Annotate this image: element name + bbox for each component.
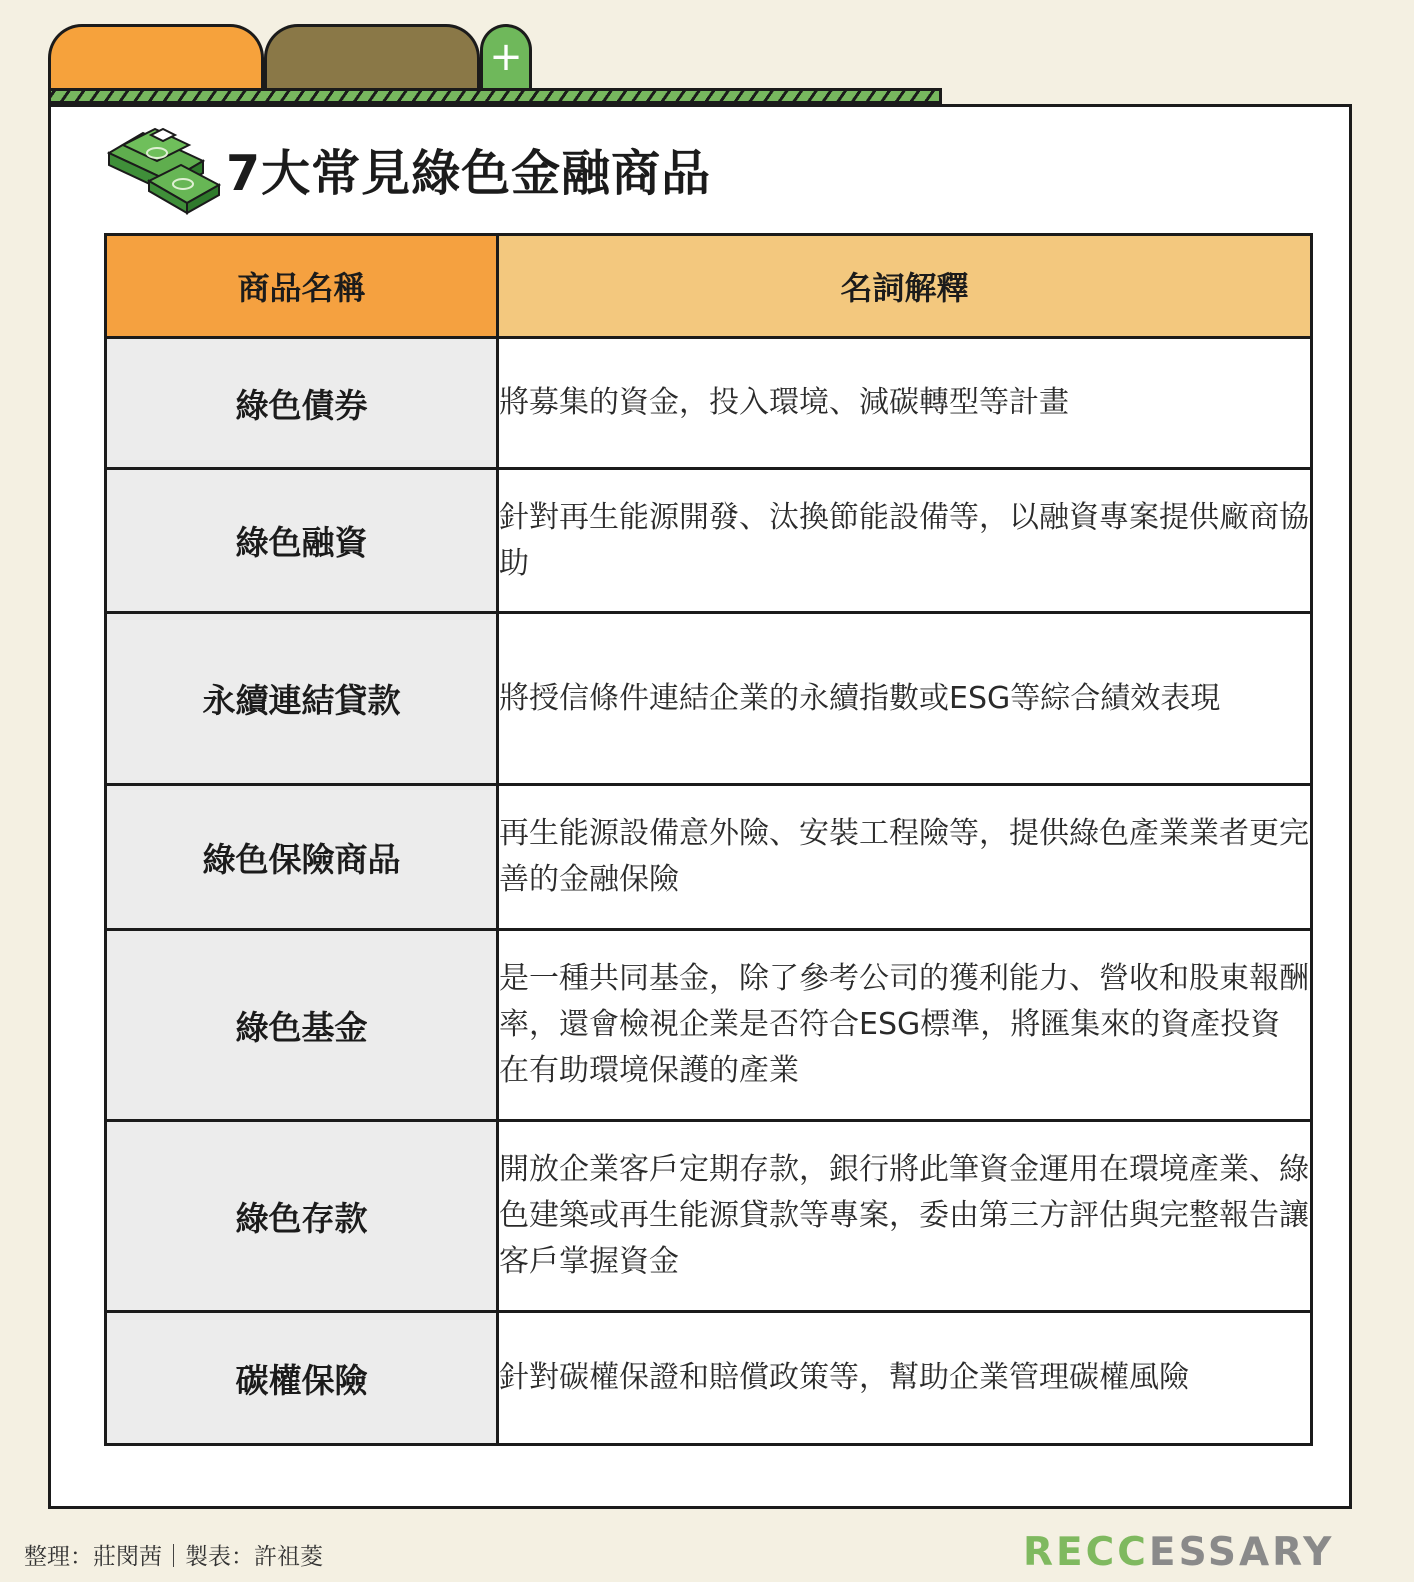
product-description: 針對碳權保證和賠償政策等，幫助企業管理碳權風險 <box>498 1312 1312 1445</box>
add-tab-button[interactable] <box>480 24 532 90</box>
product-name: 綠色基金 <box>106 930 498 1121</box>
table-row <box>106 613 1312 785</box>
product-description: 開放企業客戶定期存款，銀行將此筆資金運用在環境產業、綠色建築或再生能源貸款等專案，委由第三方評估與完整報告讓客戶掌握資金 <box>498 1121 1312 1312</box>
product-name: 碳權保險 <box>106 1312 498 1445</box>
column-header-description: 名詞解釋 <box>498 235 1312 338</box>
tab-orange[interactable] <box>48 24 264 90</box>
money-stack-icon <box>103 123 223 215</box>
tab-olive[interactable] <box>264 24 480 90</box>
logo-essary: ESSARY <box>1148 1530 1335 1575</box>
product-name: 綠色存款 <box>106 1121 498 1312</box>
product-description: 將募集的資金，投入環境、減碳轉型等計畫 <box>498 338 1312 469</box>
product-name: 綠色保險商品 <box>106 785 498 930</box>
table-row <box>106 469 1312 613</box>
table-row <box>106 785 1312 930</box>
credit-line: 整理：莊閔茜｜製表：許祖菱 <box>24 1544 323 1570</box>
table-row <box>106 1312 1312 1445</box>
product-description: 針對再生能源開發、汰換節能設備等，以融資專案提供廠商協助 <box>498 469 1312 613</box>
plus-icon: + <box>489 34 523 80</box>
table-row <box>106 338 1312 469</box>
decorative-stripe <box>48 88 942 104</box>
green-finance-table <box>104 233 1313 1446</box>
page-title: 7大常見綠色金融商品 <box>226 145 712 202</box>
table-row <box>106 930 1312 1121</box>
table-row <box>106 1121 1312 1312</box>
column-header-name: 商品名稱 <box>106 235 498 338</box>
logo-r: R <box>1023 1530 1057 1575</box>
product-description: 將授信條件連結企業的永續指數或ESG等綜合績效表現 <box>498 613 1312 785</box>
content-card <box>48 104 1352 1509</box>
product-name: 綠色債券 <box>106 338 498 469</box>
product-description: 再生能源設備意外險、安裝工程險等，提供綠色產業業者更完善的金融保險 <box>498 785 1312 930</box>
table-header-row <box>106 235 1312 338</box>
brand-logo <box>1023 1530 1334 1575</box>
product-name: 綠色融資 <box>106 469 498 613</box>
product-name: 永續連結貸款 <box>106 613 498 785</box>
logo-ecc: ECC <box>1056 1530 1149 1575</box>
product-description: 是一種共同基金，除了參考公司的獲利能力、營收和股東報酬率，還會檢視企業是否符合ESG標準，將匯集來的資產投資在有助環境保護的產業 <box>498 930 1312 1121</box>
